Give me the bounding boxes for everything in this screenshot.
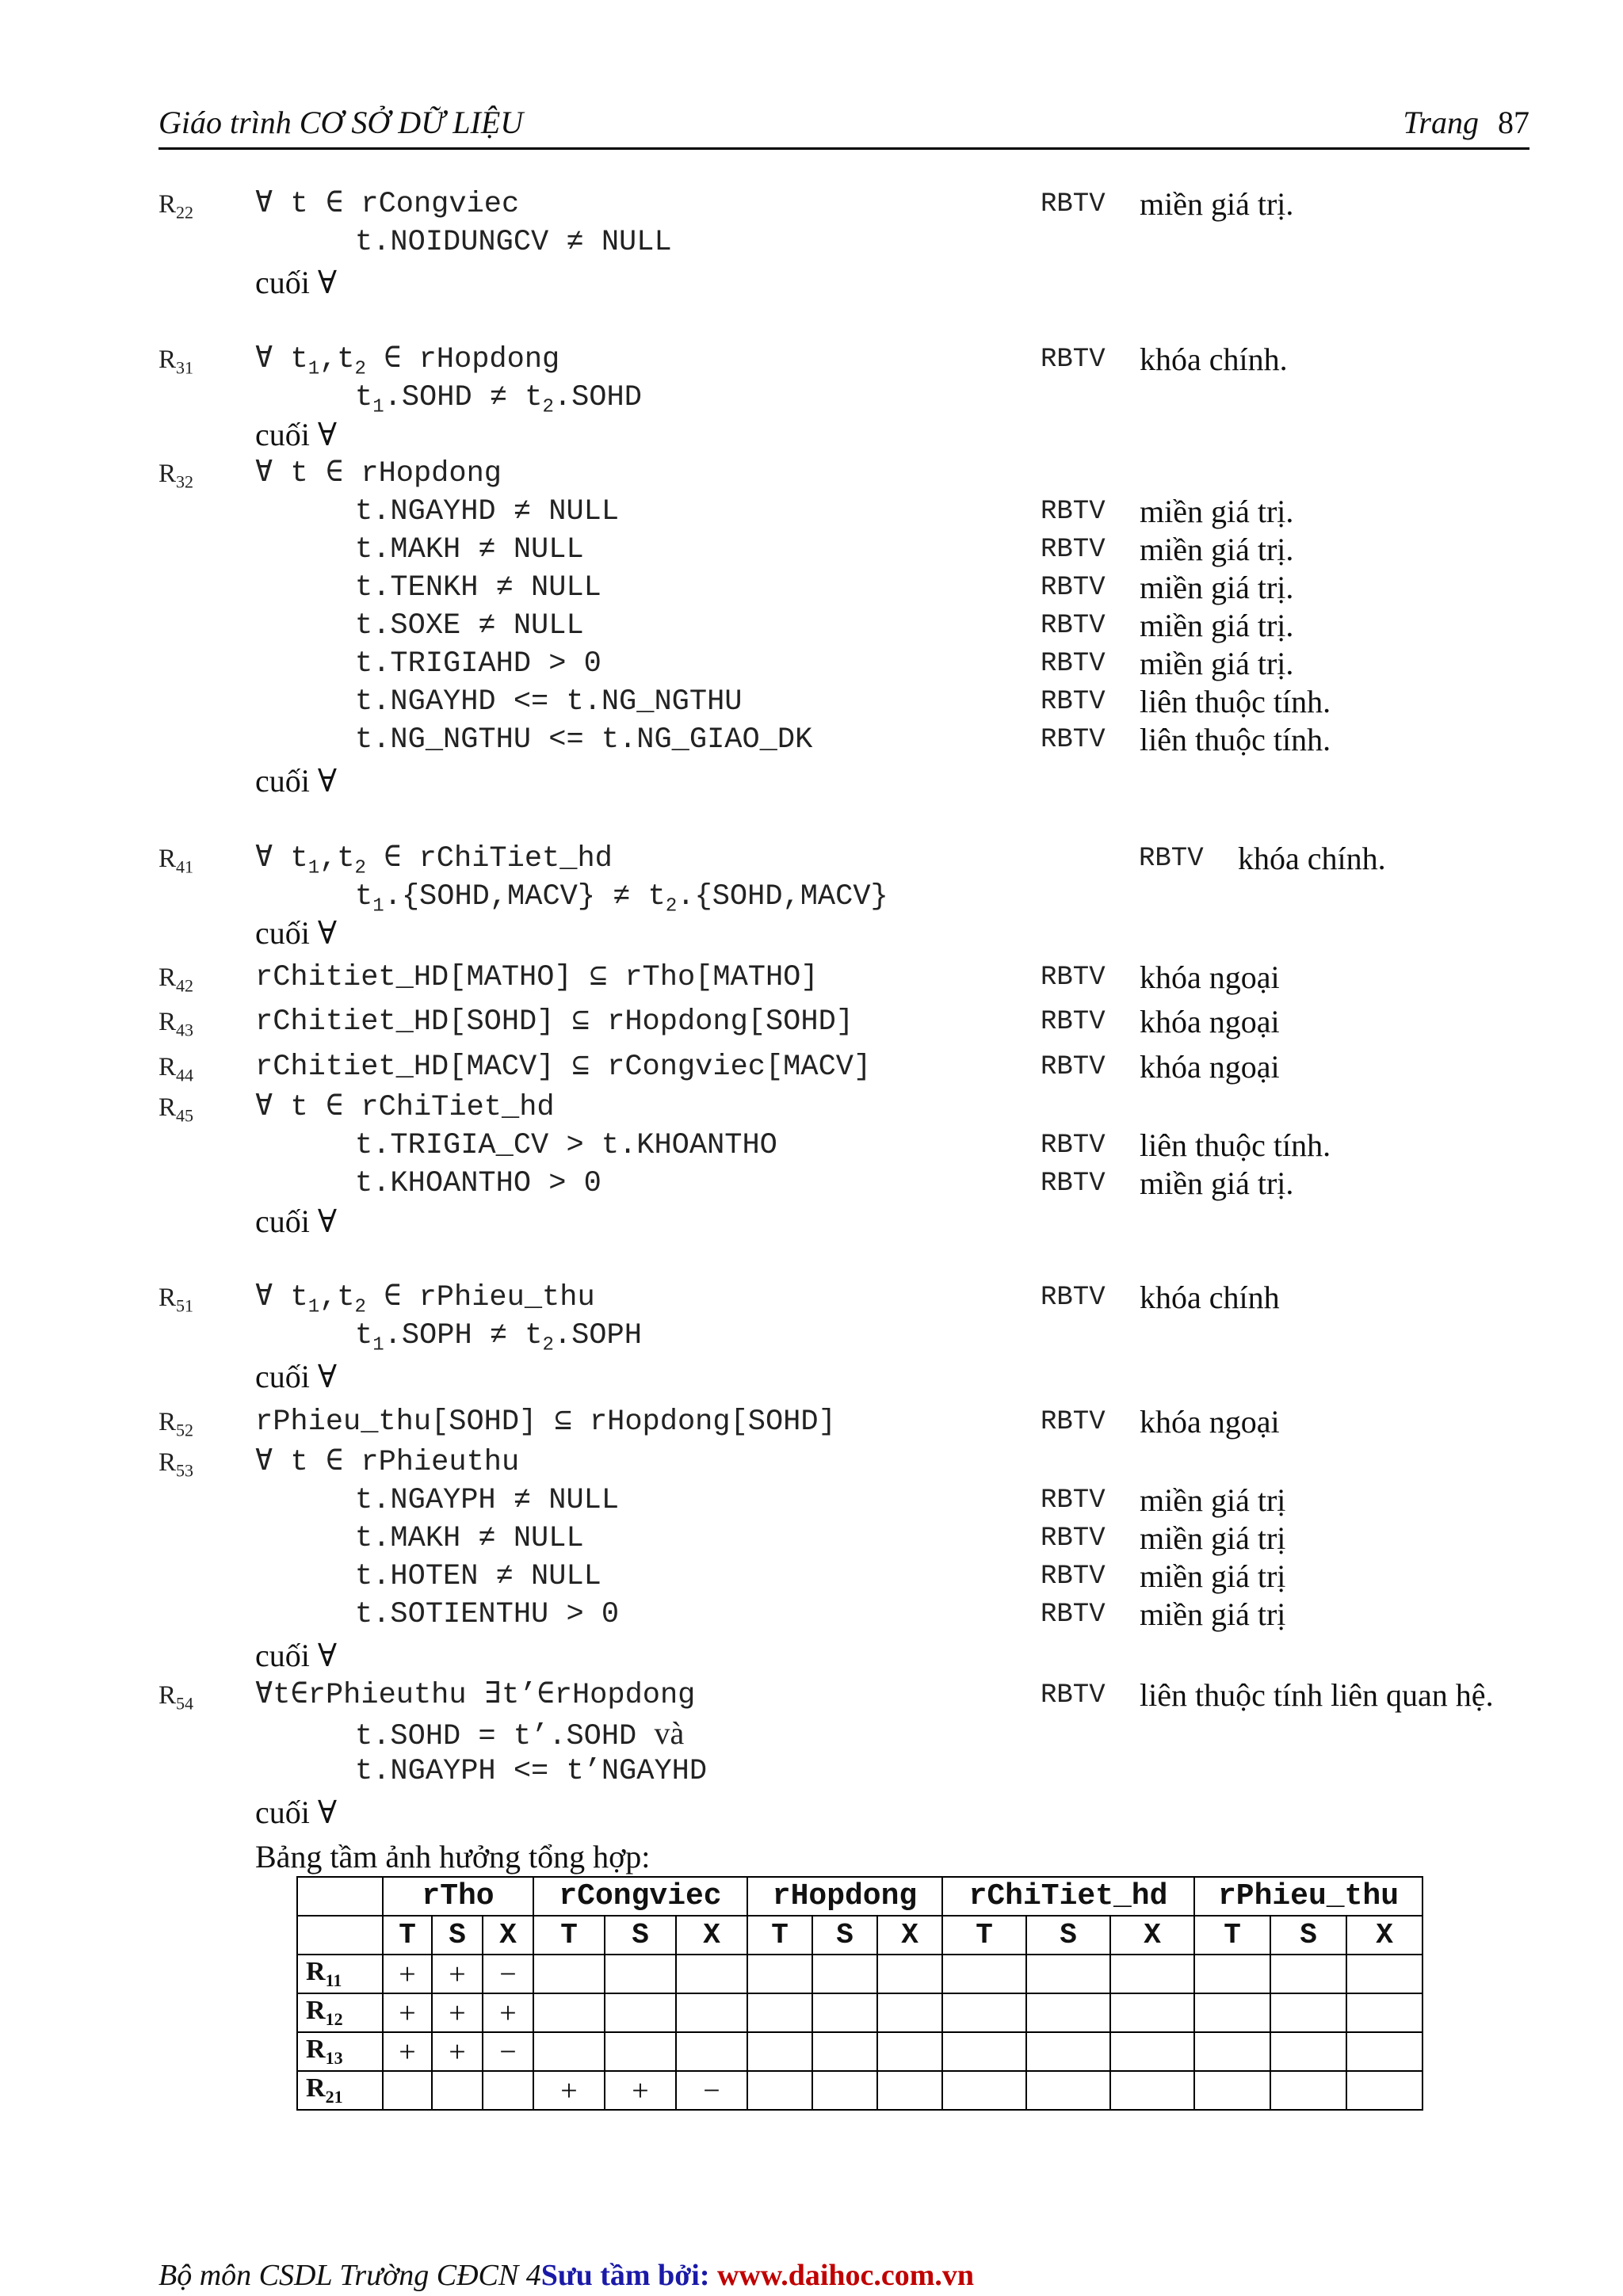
- influence-cell: −: [483, 2032, 533, 2071]
- influence-cell: [942, 1955, 1026, 1993]
- row-label: $R_{12}$: [297, 1993, 383, 2032]
- constraint-description: miền giá trị.: [1140, 1165, 1294, 1201]
- influence-cell: [747, 2032, 812, 2071]
- influence-cell: [747, 2071, 812, 2110]
- constraint-expression: rChitiet_HD[MACV] ⊆ rCongviec[MACV]: [255, 1051, 872, 1084]
- influence-cell: [1194, 2071, 1270, 2110]
- page-header: [158, 100, 1529, 150]
- constraint-label: $R_{43}$: [158, 1008, 194, 1040]
- constraint-type: RBTV: [1041, 1562, 1106, 1592]
- constraint-expression: ∀ $t_1,t_2$ ∈ rChiTiet_hd: [255, 842, 613, 879]
- influence-cell: [1194, 1955, 1270, 1993]
- influence-cell: [1346, 2071, 1423, 2110]
- constraint-expression: t.MAKH ≠ NULL: [355, 533, 584, 566]
- constraint-expression: t.SOXE ≠ NULL: [355, 609, 584, 643]
- end-quantifier: cuối ∀: [255, 915, 338, 951]
- constraint-description: khóa ngoại: [1140, 1049, 1280, 1085]
- constraint-expression: t.TRIGIAHD > 0: [355, 647, 601, 681]
- constraint-type: RBTV: [1041, 649, 1106, 679]
- relation-header: rTho: [383, 1877, 533, 1916]
- influence-cell: [877, 2032, 942, 2071]
- end-quantifier: cuối ∀: [255, 417, 338, 452]
- page-number-block: [1403, 104, 1529, 141]
- operation-header: T: [747, 1916, 812, 1955]
- influence-cell: [1110, 2032, 1194, 2071]
- influence-cell: +: [533, 2071, 605, 2110]
- operation-header: T: [1194, 1916, 1270, 1955]
- influence-cell: [1194, 2032, 1270, 2071]
- influence-cell: [747, 1993, 812, 2032]
- constraint-expression: rPhieu_thu[SOHD] ⊆ rHopdong[SOHD]: [255, 1405, 836, 1439]
- constraint-type: RBTV: [1041, 573, 1106, 603]
- constraint-label: $R_{52}$: [158, 1408, 194, 1440]
- constraint-type: RBTV: [1041, 611, 1106, 641]
- operation-header: X: [1110, 1916, 1194, 1955]
- influence-cell: [533, 2032, 605, 2071]
- constraint-description: miền giá trị.: [1140, 186, 1294, 222]
- end-quantifier: cuối ∀: [255, 763, 338, 799]
- influence-cell: [812, 1955, 877, 1993]
- footer-source-label: Sưu tầm bởi:: [540, 2259, 710, 2292]
- influence-cell: [605, 1955, 676, 1993]
- influence-cell: [877, 1993, 942, 2032]
- constraint-label: $R_{54}$: [158, 1681, 194, 1714]
- constraint-expression: ∀ t ∈ rCongviec: [255, 188, 520, 221]
- influence-cell: [533, 1993, 605, 2032]
- footer-text: Bộ môn CSDL Trường CĐCN 4: [158, 2259, 541, 2292]
- influence-cell: [942, 1993, 1026, 2032]
- constraint-expression: t.MAKH ≠ NULL: [355, 1522, 584, 1555]
- influence-cell: [1270, 1955, 1346, 1993]
- constraint-type: RBTV: [1041, 189, 1106, 219]
- influence-cell: [676, 1993, 747, 2032]
- influence-cell: [676, 2032, 747, 2071]
- constraint-description: khóa ngoại: [1140, 1004, 1280, 1039]
- constraint-description: miền giá trị.: [1140, 532, 1294, 567]
- influence-cell: +: [383, 1993, 432, 2032]
- table-title: Bảng tầm ảnh hưởng tổng hợp:: [255, 1839, 651, 1875]
- table-row: [297, 2071, 1423, 2110]
- operation-header: X: [483, 1916, 533, 1955]
- operation-header: T: [383, 1916, 432, 1955]
- constraint-expression: t.TRIGIA_CV > t.KHOANTHO: [355, 1129, 777, 1162]
- operation-header: S: [1270, 1916, 1346, 1955]
- table-row: [297, 2032, 1423, 2071]
- corner-cell: [297, 1877, 383, 1916]
- constraint-type: RBTV: [1041, 1283, 1106, 1313]
- footer-url[interactable]: www.daihoc.com.vn: [716, 2259, 975, 2292]
- influence-cell: [1110, 2071, 1194, 2110]
- constraint-expression: ∀t∈rPhieuthu ∃t’∈rHopdong: [255, 1679, 696, 1712]
- end-quantifier: cuối ∀: [255, 1203, 338, 1239]
- influence-cell: [605, 1993, 676, 2032]
- influence-cell: [1026, 2032, 1110, 2071]
- operation-header: T: [533, 1916, 605, 1955]
- constraint-description: miền giá trị.: [1140, 570, 1294, 605]
- constraint-label: $R_{32}$: [158, 460, 194, 492]
- relation-header: rChiTiet_hd: [942, 1877, 1194, 1916]
- constraint-expression: ∀ t ∈ rPhieuthu: [255, 1446, 520, 1479]
- constraint-label: $R_{41}$: [158, 845, 194, 877]
- constraint-label: $R_{51}$: [158, 1283, 194, 1316]
- constraint-description: khóa ngoại: [1140, 1404, 1280, 1440]
- influence-cell: [812, 1993, 877, 2032]
- constraint-label: $R_{42}$: [158, 963, 194, 996]
- constraint-expression: t.HOTEN ≠ NULL: [355, 1560, 601, 1593]
- influence-cell: [812, 2032, 877, 2071]
- page-number: 87: [1498, 105, 1529, 140]
- relation-header: rPhieu_thu: [1194, 1877, 1423, 1916]
- constraint-description: miền giá trị: [1140, 1482, 1286, 1518]
- constraint-expression: rChitiet_HD[SOHD] ⊆ rHopdong[SOHD]: [255, 1005, 854, 1039]
- row-label: $R_{11}$: [297, 1955, 383, 1993]
- constraint-type: RBTV: [1041, 963, 1106, 993]
- influence-cell: [383, 2071, 432, 2110]
- influence-cell: [1270, 2071, 1346, 2110]
- influence-cell: [1026, 1955, 1110, 1993]
- constraint-label: $R_{53}$: [158, 1448, 194, 1481]
- constraint-description: liên thuộc tính liên quan hệ.: [1140, 1677, 1494, 1713]
- corner-cell: [297, 1916, 383, 1955]
- influence-cell: [877, 2071, 942, 2110]
- influence-cell: [1346, 2032, 1423, 2071]
- influence-cell: +: [432, 1955, 483, 1993]
- operation-header: S: [605, 1916, 676, 1955]
- operation-header: X: [1346, 1916, 1423, 1955]
- end-quantifier: cuối ∀: [255, 1794, 338, 1830]
- end-quantifier: cuối ∀: [255, 1638, 338, 1673]
- influence-cell: [942, 2032, 1026, 2071]
- operation-header: X: [676, 1916, 747, 1955]
- constraint-description: miền giá trị.: [1140, 494, 1294, 529]
- influence-cell: [1346, 1955, 1423, 1993]
- book-title: Giáo trình CƠ SỞ DỮ LIỆU: [158, 105, 524, 140]
- constraint-expression: ∀ $t_1,t_2$ ∈ rHopdong: [255, 343, 560, 380]
- influence-cell: [1026, 1993, 1110, 2032]
- constraint-description: miền giá trị: [1140, 1596, 1286, 1632]
- influence-cell: +: [432, 2032, 483, 2071]
- constraint-expression: ∀ $t_1,t_2$ ∈ rPhieu_thu: [255, 1281, 595, 1318]
- end-quantifier: cuối ∀: [255, 1359, 338, 1394]
- constraint-description: khóa ngoại: [1140, 959, 1280, 995]
- influence-cell: [747, 1955, 812, 1993]
- influence-cell: [812, 2071, 877, 2110]
- influence-cell: +: [605, 2071, 676, 2110]
- constraint-expression: t.SOHD = t’.SOHD và: [355, 1715, 685, 1753]
- row-label: $R_{21}$: [297, 2071, 383, 2110]
- table-row: [297, 1955, 1423, 1993]
- constraint-expression: t.NOIDUNGCV ≠ NULL: [355, 226, 672, 259]
- constraint-description: liên thuộc tính.: [1140, 684, 1331, 719]
- page-footer: [158, 2258, 974, 2293]
- influence-cell: [432, 2071, 483, 2110]
- constraint-description: liên thuộc tính.: [1140, 722, 1331, 757]
- operation-header: T: [942, 1916, 1026, 1955]
- constraint-expression: t.NGAYHD <= t.NG_NGTHU: [355, 685, 743, 719]
- influence-cell: +: [483, 1993, 533, 2032]
- end-quantifier: cuối ∀: [255, 265, 338, 300]
- operation-header: S: [1026, 1916, 1110, 1955]
- constraint-type: RBTV: [1041, 725, 1106, 755]
- constraint-description: liên thuộc tính.: [1140, 1127, 1331, 1163]
- table-row: [297, 1993, 1423, 2032]
- constraint-expression: t.NGAYPH ≠ NULL: [355, 1484, 620, 1517]
- constraint-expression: $t_1.SOHD$ ≠ $t_2.SOHD$: [355, 381, 642, 418]
- influence-table: [296, 1876, 1423, 2111]
- constraint-label: $R_{44}$: [158, 1053, 194, 1085]
- constraint-type: RBTV: [1041, 1052, 1106, 1082]
- influence-cell: [533, 1955, 605, 1993]
- influence-cell: [877, 1955, 942, 1993]
- constraint-expression: ∀ t ∈ rHopdong: [255, 457, 502, 490]
- influence-cell: [1270, 2032, 1346, 2071]
- constraint-description: miền giá trị.: [1140, 646, 1294, 681]
- constraint-type: RBTV: [1041, 535, 1106, 565]
- row-label: $R_{13}$: [297, 2032, 383, 2071]
- constraint-description: miền giá trị: [1140, 1558, 1286, 1594]
- influence-cell: +: [432, 1993, 483, 2032]
- constraint-type: RBTV: [1041, 1169, 1106, 1199]
- influence-cell: −: [676, 2071, 747, 2110]
- constraint-type: RBTV: [1041, 497, 1106, 527]
- constraint-description: khóa chính.: [1238, 841, 1386, 876]
- influence-cell: [1110, 1955, 1194, 1993]
- influence-cell: −: [483, 1955, 533, 1993]
- constraint-type: RBTV: [1139, 844, 1204, 874]
- operation-header: S: [812, 1916, 877, 1955]
- constraint-description: miền giá trị.: [1140, 608, 1294, 643]
- constraint-expression: $t_1.\{SOHD,MACV\}$ ≠ $t_2.\{SOHD,MACV\}$: [355, 880, 888, 917]
- constraint-type: RBTV: [1041, 1407, 1106, 1437]
- constraint-type: RBTV: [1041, 687, 1106, 717]
- constraint-expression: t.NG_NGTHU <= t.NG_GIAO_DK: [355, 723, 813, 757]
- influence-cell: [942, 2071, 1026, 2110]
- influence-cell: +: [383, 1955, 432, 1993]
- influence-cell: [1270, 1993, 1346, 2032]
- influence-cell: [676, 1955, 747, 1993]
- constraint-label: $R_{45}$: [158, 1093, 194, 1126]
- constraint-type: RBTV: [1041, 1131, 1106, 1161]
- constraint-expression: rChitiet_HD[MATHO] ⊆ rTho[MATHO]: [255, 961, 819, 994]
- constraint-expression: t.SOTIENTHU > 0: [355, 1598, 620, 1631]
- relation-header: rCongviec: [533, 1877, 747, 1916]
- influence-cell: [1110, 1993, 1194, 2032]
- constraint-description: khóa chính.: [1140, 341, 1288, 377]
- constraint-type: RBTV: [1041, 345, 1106, 375]
- relation-header: rHopdong: [747, 1877, 942, 1916]
- constraint-expression: t.KHOANTHO > 0: [355, 1167, 601, 1200]
- constraint-expression: t.TENKH ≠ NULL: [355, 571, 601, 605]
- constraint-description: miền giá trị: [1140, 1520, 1286, 1556]
- influence-cell: [1346, 1993, 1423, 2032]
- constraint-type: RBTV: [1041, 1007, 1106, 1037]
- constraint-label: $R_{31}$: [158, 345, 194, 378]
- constraint-expression: ∀ t ∈ rChiTiet_hd: [255, 1091, 555, 1124]
- influence-cell: [605, 2032, 676, 2071]
- constraint-type: RBTV: [1041, 1600, 1106, 1630]
- influence-cell: [1194, 1993, 1270, 2032]
- constraint-expression: $t_1.SOPH$ ≠ $t_2.SOPH$: [355, 1319, 642, 1356]
- page-label: Trang: [1403, 105, 1479, 140]
- operation-header: X: [877, 1916, 942, 1955]
- constraint-type: RBTV: [1041, 1486, 1106, 1516]
- constraint-type: RBTV: [1041, 1680, 1106, 1711]
- influence-cell: [1026, 2071, 1110, 2110]
- constraint-label: $R_{22}$: [158, 190, 194, 223]
- constraint-expression: t.NGAYHD ≠ NULL: [355, 495, 620, 528]
- constraint-expression: t.NGAYPH <= t’NGAYHD: [355, 1755, 708, 1788]
- constraint-type: RBTV: [1041, 1524, 1106, 1554]
- operation-header: S: [432, 1916, 483, 1955]
- influence-cell: [483, 2071, 533, 2110]
- influence-cell: +: [383, 2032, 432, 2071]
- constraint-description: khóa chính: [1140, 1280, 1280, 1315]
